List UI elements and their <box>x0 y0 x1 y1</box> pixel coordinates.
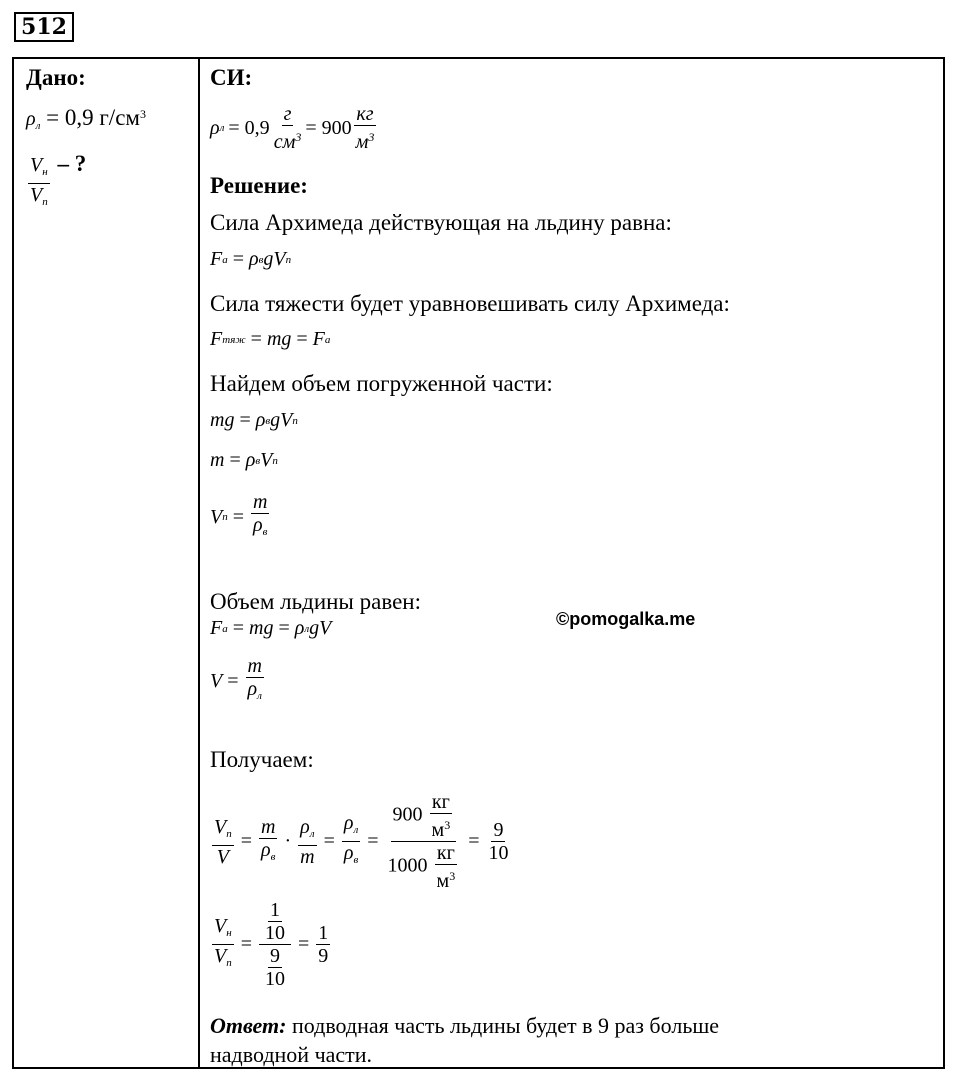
given-header: Дано: <box>26 65 86 90</box>
answer-label: Ответ: <box>210 1013 287 1038</box>
formula-vp: V п = $\frac{m}{\rho_в}$ <box>210 491 268 538</box>
answer: Ответ: подводная часть льдины будет в 9 раз больше надводной части. <box>210 1013 720 1067</box>
formula-v: V = $\frac{m}{\rho_л}$ <box>210 655 262 702</box>
given-column <box>26 63 194 213</box>
given-density: $\rho_л$ = 0,9 $г/см^3$ <box>26 105 146 132</box>
submerged-text: Найдем объем погруженной части: <box>210 371 553 396</box>
formula-m: m = ρ в V п <box>210 449 278 471</box>
solution-header: Решение: <box>210 173 308 198</box>
column-divider <box>198 59 200 1067</box>
formula-fa-total: F а = mg = ρ л gV <box>210 617 332 639</box>
formula-archimedes: F а = ρ в gV п <box>210 248 292 270</box>
formula-ratio: $\frac{V_п}{V}$ = $\frac{m}{\rho_в}$ · $\frac{\rho_л}{m}$ = $\frac{\rho_л}{\rho_в}$ = 900 $\frac{кг}{м^3}$ 1000 $\frac{кг}{м^3}$ = $\frac{9}{10}$ <box>214 791 509 892</box>
volume-text: Объем льдины равен: <box>210 589 421 614</box>
si-conversion: ρ л = 0,9 $\frac{г}{см^3}$ = 900 $\frac{кг}{м^3}$ <box>210 103 375 153</box>
formula-gravity: F тяж = mg = F а <box>210 328 331 350</box>
problem-number: 512 <box>14 12 74 42</box>
si-header: СИ: <box>210 65 253 90</box>
archimedes-text: Сила Архимеда действующая на льдину равна: <box>210 210 672 235</box>
formula-mg: mg = ρ в gV п <box>210 409 298 431</box>
formula-final-ratio: $\frac{V_н}{V_п}$ = $\frac{\frac{1}{10}}{\frac{9}{10}}$ = $\frac{1}{9}$ <box>214 899 329 990</box>
gravity-text: Сила тяжести будет уравновешивать силу Архимеда: <box>210 291 730 316</box>
solution-table <box>12 57 945 1069</box>
watermark: ©pomogalka.me <box>556 609 696 629</box>
result-text: Получаем: <box>210 747 314 772</box>
given-unknown: $\frac{V_н}{V_п}$ – ? <box>30 151 87 208</box>
